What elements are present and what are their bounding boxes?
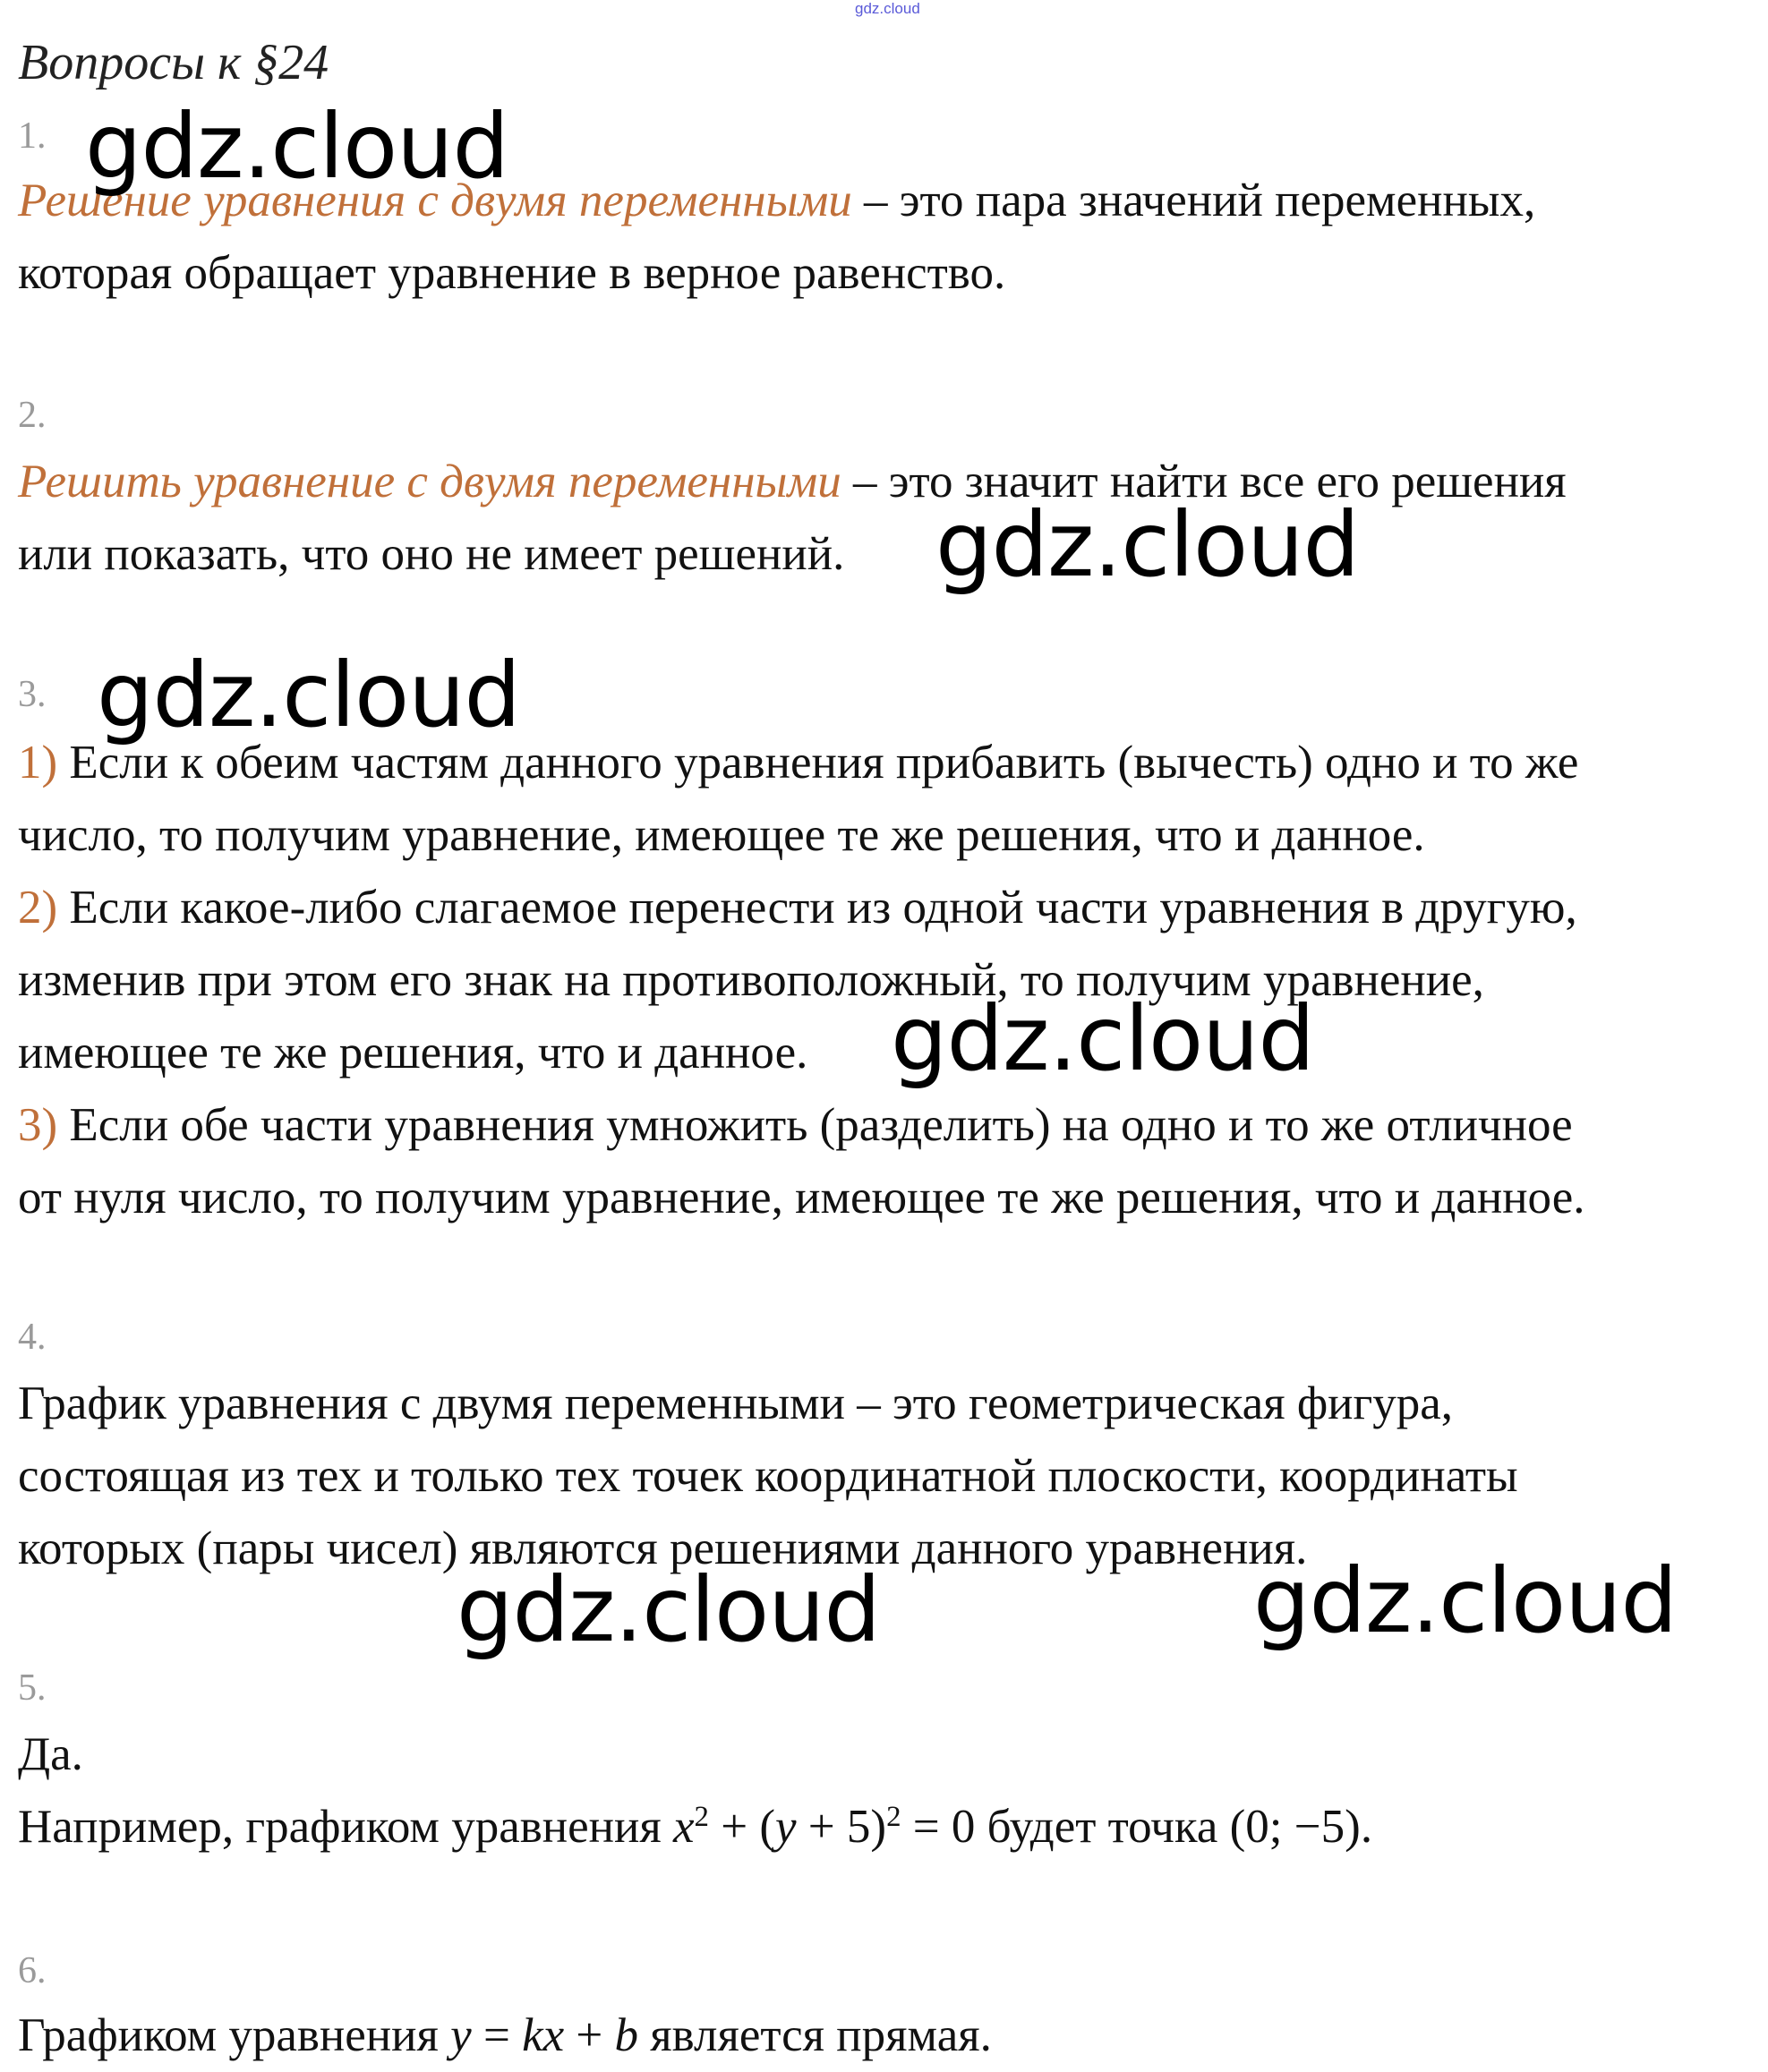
rule-2-text: Если какое-либо слагаемое перенести из одной части уравнения в другую,	[57, 882, 1577, 934]
question-number-1: 1.	[18, 115, 47, 157]
equation-plus-five: + 5)	[796, 1801, 887, 1853]
answer-4-line-3: которых (пары чисел) являются решениями данного уравнения.	[18, 1522, 1308, 1574]
equation-exponent-2: 2	[886, 1800, 901, 1833]
rule-2-number: 2)	[18, 882, 58, 934]
answer-1-line-1-rest: – это пара значений переменных,	[851, 175, 1536, 226]
answer-2-term: Решить уравнение с двумя переменными	[18, 456, 841, 507]
equation-y: y	[775, 1801, 797, 1853]
answer-2-line-2: или показать, что оно не имеет решений.	[18, 528, 845, 580]
watermark-6: gdz.cloud	[1253, 1548, 1678, 1653]
rule-3-number: 3)	[18, 1099, 58, 1151]
answer-6-suffix: является прямая.	[638, 2009, 992, 2061]
answer-5-suffix: будет точка (0; −5).	[975, 1801, 1373, 1853]
answer-6-prefix: Графиком уравнения	[18, 2009, 451, 2061]
linear-eq-plus: +	[564, 2009, 615, 2061]
rule-2-line-1	[18, 872, 1764, 944]
answer-1-term: Решение уравнения с двумя переменными	[18, 175, 852, 226]
answer-3	[18, 727, 1764, 1234]
watermark-5: gdz.cloud	[457, 1557, 881, 1662]
question-number-3: 3.	[18, 674, 47, 715]
equation-x: x	[673, 1801, 695, 1853]
linear-eq-y: y	[450, 2009, 472, 2061]
watermark-4: gdz.cloud	[891, 986, 1315, 1091]
rule-3-line-2: от нуля число, то получим уравнение, имеющее те же решения, что и данное.	[18, 1172, 1585, 1224]
equation-plus-open: + (	[708, 1801, 776, 1853]
answer-4-line-2: состоящая из тех и только тех точек координатной плоскости, координаты	[18, 1450, 1518, 1502]
equation-equals-zero: = 0	[901, 1801, 976, 1853]
answer-5	[18, 1718, 1764, 1863]
answer-1-line-2: которая обращает уравнение в верное равенство.	[18, 247, 1006, 299]
linear-eq-equals: =	[471, 2009, 523, 2061]
answer-6	[18, 2000, 1764, 2072]
question-number-4: 4.	[18, 1317, 47, 1358]
answer-2-line-1-rest: – это значит найти все его решения	[841, 456, 1567, 507]
rule-1-number: 1)	[18, 737, 58, 789]
linear-eq-b: b	[614, 2009, 639, 2061]
watermark-1: gdz.cloud	[85, 94, 509, 199]
rule-2-line-3: имеющее те же решения, что и данное.	[18, 1027, 808, 1079]
rule-1-line-2: число, то получим уравнение, имеющее те же решения, что и данное.	[18, 809, 1425, 861]
watermark-3: gdz.cloud	[97, 643, 521, 747]
answer-6-line-1	[18, 2000, 1764, 2072]
rule-2-line-2: изменив при этом его знак на противоположный, то получим уравнение,	[18, 954, 1484, 1006]
answer-5-line-2	[18, 1791, 1764, 1863]
linear-eq-kx: kx	[522, 2009, 565, 2061]
rule-1-text: Если к обеим частям данного уравнения прибавить (вычесть) одно и то же	[57, 737, 1579, 789]
rule-3-line-1	[18, 1089, 1764, 1162]
question-number-5: 5.	[18, 1667, 47, 1709]
answer-2-line-1	[18, 446, 1764, 518]
answer-2	[18, 446, 1764, 591]
answer-5-line-1: Да.	[18, 1728, 83, 1780]
rule-3-text: Если обе части уравнения умножить (разделить) на одно и то же отличное	[57, 1099, 1573, 1151]
watermark-2: gdz.cloud	[935, 492, 1360, 597]
question-number-6: 6.	[18, 1950, 47, 1991]
answer-5-prefix: Например, графиком уравнения	[18, 1801, 673, 1853]
equation-exponent-1: 2	[694, 1800, 709, 1833]
top-watermark-text: gdz.cloud	[855, 0, 920, 17]
page-title: Вопросы к §24	[18, 35, 329, 90]
question-number-2: 2.	[18, 395, 47, 436]
answer-4-line-1: График уравнения с двумя переменными – это геометрическая фигура,	[18, 1377, 1454, 1429]
